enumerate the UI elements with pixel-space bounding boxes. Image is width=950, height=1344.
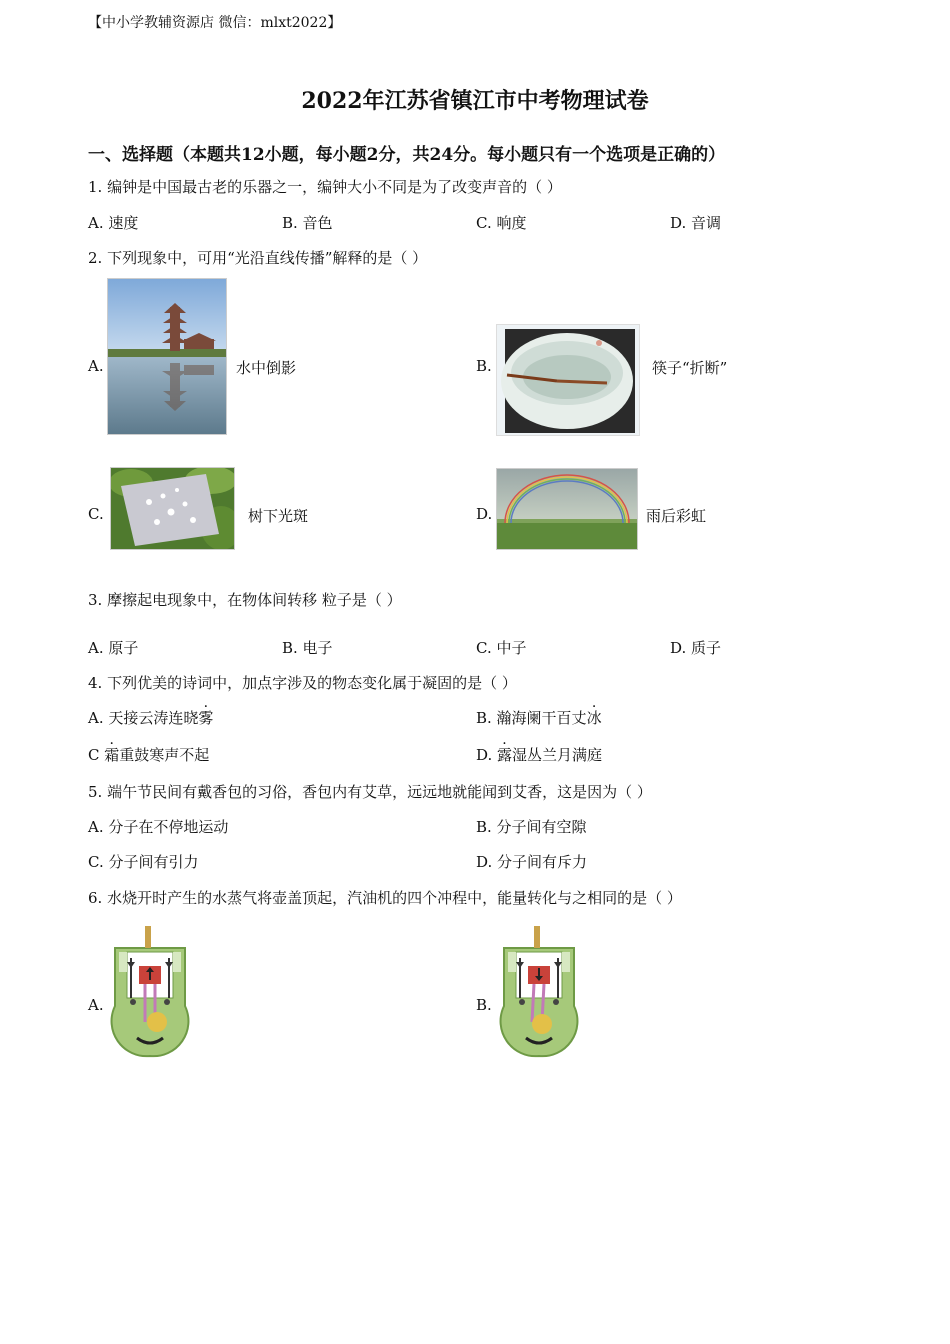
q5-option-d: D. 分子间有斥力 (476, 853, 588, 871)
q2-option-b-label: B. (476, 357, 492, 375)
q1-option-a: A. 速度 (88, 214, 139, 232)
q4-option-c-text: 重鼓寒声不起 (119, 746, 210, 764)
q4-option-d-label: D. (476, 746, 498, 764)
q2-option-c-label: C. (88, 505, 104, 523)
engine-diagram-b (494, 922, 584, 1062)
q2-option-a-label: A. (88, 357, 104, 375)
q4-option-c (88, 744, 209, 765)
q4-option-d (476, 744, 602, 765)
q4-option-b-dotted-char: 冰 (586, 709, 602, 727)
question-6-stem: 6. 水烧开时产生的水蒸气将壶盖顶起，汽油机的四个冲程中，能量转化与之相同的是（ ） (88, 889, 682, 907)
q4-option-b (476, 707, 602, 728)
light-spots-image (110, 467, 235, 550)
q3-option-d: D. 质子 (670, 639, 722, 657)
q5-option-b: B. 分子间有空隙 (476, 818, 587, 836)
q2-option-a-text: 水中倒影 (236, 359, 297, 377)
q2-option-b-text: 筷子“折断” (652, 359, 728, 377)
pagoda-reflection-image (107, 278, 227, 435)
q4-option-c-label: C (88, 746, 105, 764)
question-2-stem: 2. 下列现象中，可用“光沿直线传播”解释的是（ ） (88, 249, 428, 267)
q6-option-a-label: A. (88, 996, 104, 1014)
q5-option-c: C. 分子间有引力 (88, 853, 199, 871)
q5-option-a: A. 分子在不停地运动 (88, 818, 229, 836)
q6-option-b-label: B. (476, 996, 492, 1014)
q2-option-d-label: D. (476, 505, 493, 523)
q4-option-a-dotted-char: 雾 (198, 709, 214, 727)
question-4-stem: 4. 下列优美的诗词中，加点字涉及的物态变化属于凝固的是（ ） (88, 674, 517, 692)
q2-option-c-text: 树下光斑 (248, 507, 309, 525)
question-3-stem: 3. 摩擦起电现象中，在物体间转移 粒子是（ ） (88, 591, 402, 609)
q1-option-d: D. 音调 (670, 214, 722, 232)
q1-option-b: B. 音色 (282, 214, 333, 232)
chopsticks-bowl-image (496, 324, 640, 436)
q3-option-c: C. 中子 (476, 639, 527, 657)
q4-option-d-dotted-char: 露 (497, 746, 513, 764)
q4-option-a-text: A. 天接云涛连晓 (88, 709, 199, 727)
q1-option-c: C. 响度 (476, 214, 527, 232)
question-1-stem: 1. 编钟是中国最古老的乐器之一，编钟大小不同是为了改变声音的（ ） (88, 178, 562, 196)
q4-option-a (88, 707, 213, 728)
q4-option-b-text: B. 瀚海阑干百丈 (476, 709, 587, 727)
question-5-stem: 5. 端午节民间有戴香包的习俗，香包内有艾草，远远地就能闻到艾香，这是因为（ ） (88, 783, 652, 801)
q2-option-d-text: 雨后彩虹 (646, 507, 707, 525)
rainbow-image (496, 468, 638, 550)
engine-diagram-a (105, 922, 195, 1062)
q3-option-a: A. 原子 (88, 639, 139, 657)
section-heading: 一、选择题（本题共12小题，每小题2分，共24分。每小题只有一个选项是正确的） (88, 145, 726, 165)
q4-option-c-dotted-char: 霜 (104, 746, 120, 764)
page-title: 2022年江苏省镇江市中考物理试卷 (301, 88, 649, 114)
header-note: 【中小学教辅资源店 微信：mlxt2022】 (88, 15, 342, 31)
q3-option-b: B. 电子 (282, 639, 333, 657)
q4-option-d-text: 湿丛兰月满庭 (512, 746, 603, 764)
